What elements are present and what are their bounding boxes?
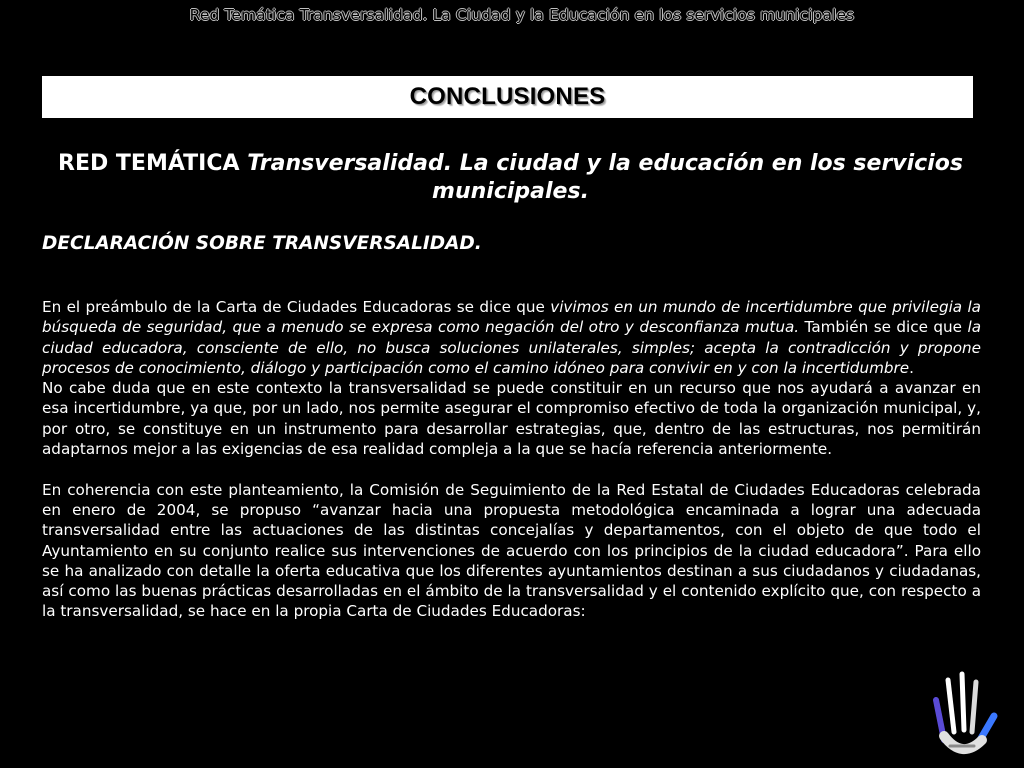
hand-logo-icon bbox=[922, 660, 1002, 760]
conclusions-banner bbox=[42, 76, 973, 118]
paragraph-1-text-c: . bbox=[909, 358, 914, 377]
document-body bbox=[42, 297, 981, 622]
document-title-prefix: RED TEMÁTICA bbox=[58, 151, 248, 176]
paragraph-spacer bbox=[42, 459, 981, 479]
paragraph-1 bbox=[42, 297, 981, 378]
conclusions-banner-label: CONCLUSIONES bbox=[409, 83, 606, 110]
paragraph-1-quote-a: vivimos en un mundo de incertidumbre que privilegia la búsqueda de seguridad, que a menudo se expresa como negación del otro y desconfianza mutua. bbox=[42, 298, 981, 337]
document-title-italic: Transversalidad. La ciudad y la educación en los servicios municipales. bbox=[247, 151, 963, 204]
paragraph-2: No cabe duda que en este contexto la transversalidad se puede constituir en un recurso que nos ayudará a avanzar en esa incertidumbre, ya que, por un lado, nos permite asegurar el compromiso efectivo de toda la organización municipal, y, por otro, se constituye en un instrumento para desarrollar estrategias, que, dentro de las estructuras, nos permitirán adaptarnos mejor a las exigencias de esa realidad compleja a la que se hacía referencia anteriormente. bbox=[42, 379, 981, 459]
paragraph-1-text-a: En el preámbulo de la Carta de Ciudades Educadoras se dice que bbox=[42, 298, 551, 316]
document-subtitle: DECLARACIÓN SOBRE TRANSVERSALIDAD. bbox=[42, 233, 482, 254]
document-title bbox=[42, 150, 979, 206]
paragraph-1-text-b: También se dice que bbox=[799, 318, 968, 337]
paragraph-1-quote-b: la ciudad educadora, consciente de ello, no busca soluciones unilaterales, simples; acepta la contradicción y propone procesos de conocimiento, diálogo y participación como el camino idóneo para convivir en y con la incertidumbre bbox=[42, 318, 981, 377]
presentation-header-title: Red Temática Transversalidad. La Ciudad y la Educación en los servicios municipales bbox=[189, 6, 855, 24]
paragraph-3: En coherencia con este planteamiento, la Comisión de Seguimiento de la Red Estatal de Ciudades Educadoras celebrada en enero de 2004, se propuso “avanzar hacia una propuesta metodológica encaminada a lograr una adecuada transversalidad entre las actuaciones de las distintas concejalías y departamentos, con el objeto de que todo el Ayuntamiento en su conjunto realice sus intervenciones de acuerdo con los principios de la ciudad educadora”. Para ello se ha analizado con detalle la oferta educativa que los diferentes ayuntamientos destinan a sus ciudadanos y ciudadanas, así como las buenas prácticas desarrolladas en el ámbito de la transversalidad y el contenido explícito que, con respecto a la transversalidad, se hace en la propia Carta de Ciudades Educadoras: bbox=[42, 480, 981, 621]
